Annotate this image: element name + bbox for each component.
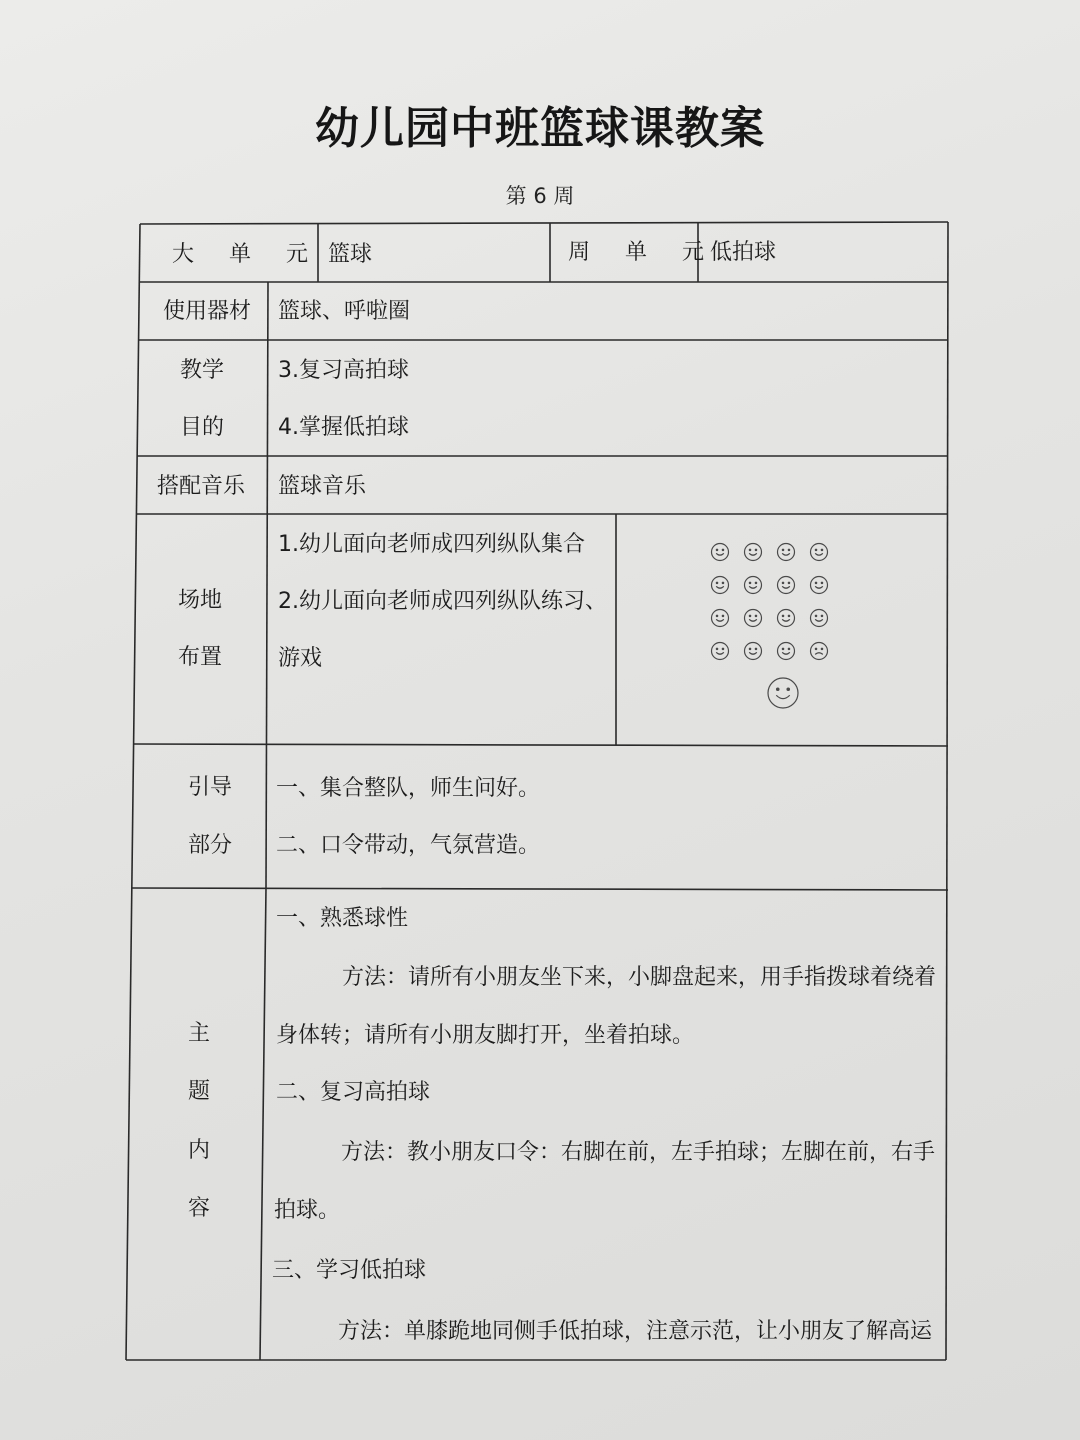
week-unit-value: 低拍球	[710, 240, 777, 265]
child-face-icon	[778, 544, 795, 561]
child-face-icon	[778, 643, 795, 660]
goal-item: 4.掌握低拍球	[278, 415, 409, 440]
unit-label: 大 单 元	[172, 242, 322, 267]
intro-line: 二、口令带动，气氛营造。	[276, 833, 541, 858]
method-line: 拍球。	[274, 1198, 341, 1223]
section-heading: 三、学习低拍球	[272, 1258, 427, 1283]
venue-label-line1: 场地	[178, 588, 223, 613]
child-face-icon	[745, 544, 762, 561]
main-label-char: 主	[188, 1021, 211, 1046]
section-heading: 二、复习高拍球	[276, 1080, 431, 1105]
unit-value: 篮球	[328, 242, 373, 267]
venue-line: 1.幼儿面向老师成四列纵队集合	[278, 532, 585, 557]
child-face-icon	[811, 544, 828, 561]
week-label: 第 6 周	[505, 184, 575, 208]
document-title: 幼儿园中班篮球课教案	[315, 103, 765, 154]
equipment-value: 篮球、呼啦圈	[278, 299, 411, 324]
equipment-label: 使用器材	[163, 299, 252, 324]
intro-label-line2: 部分	[188, 833, 233, 858]
method-line: 方法：单膝跪地同侧手低拍球，注意示范，让小朋友了解高运	[338, 1319, 933, 1344]
child-face-icon	[712, 643, 729, 660]
goal-item: 3.复习高拍球	[278, 358, 409, 383]
main-label-char: 内	[188, 1138, 211, 1163]
child-face-icon	[778, 610, 795, 627]
child-face-icon	[811, 610, 828, 627]
method-line: 方法：教小朋友口令：右脚在前，左手拍球；左脚在前，右手	[341, 1140, 936, 1165]
child-face-icon	[745, 577, 762, 594]
method-line: 方法：请所有小朋友坐下来，小脚盘起来，用手指拨球着绕着	[342, 965, 937, 990]
main-label-char: 题	[188, 1079, 211, 1104]
main-label-char: 容	[188, 1196, 211, 1221]
child-face-icon	[712, 610, 729, 627]
child-face-icon	[745, 610, 762, 627]
child-face-icon	[778, 577, 795, 594]
week-unit-label: 周 单 元	[568, 240, 718, 265]
child-sad-icon	[811, 643, 828, 660]
child-face-icon	[712, 544, 729, 561]
formation-diagram	[700, 534, 840, 714]
method-line: 身体转；请所有小朋友脚打开，坐着拍球。	[276, 1023, 695, 1048]
music-value: 篮球音乐	[278, 474, 367, 499]
venue-label-line2: 布置	[178, 645, 223, 670]
child-face-icon	[712, 577, 729, 594]
intro-label-line1: 引导	[188, 775, 233, 800]
goals-label-line1: 教学	[180, 358, 225, 383]
teacher-face-icon	[768, 678, 798, 708]
music-label: 搭配音乐	[157, 474, 246, 499]
intro-line: 一、集合整队，师生问好。	[276, 776, 541, 801]
goals-label-line2: 目的	[180, 415, 225, 440]
venue-line: 2.幼儿面向老师成四列纵队练习、	[278, 589, 607, 614]
child-face-icon	[811, 577, 828, 594]
section-heading: 一、熟悉球性	[276, 906, 409, 931]
child-face-icon	[745, 643, 762, 660]
venue-line: 游戏	[278, 646, 323, 671]
